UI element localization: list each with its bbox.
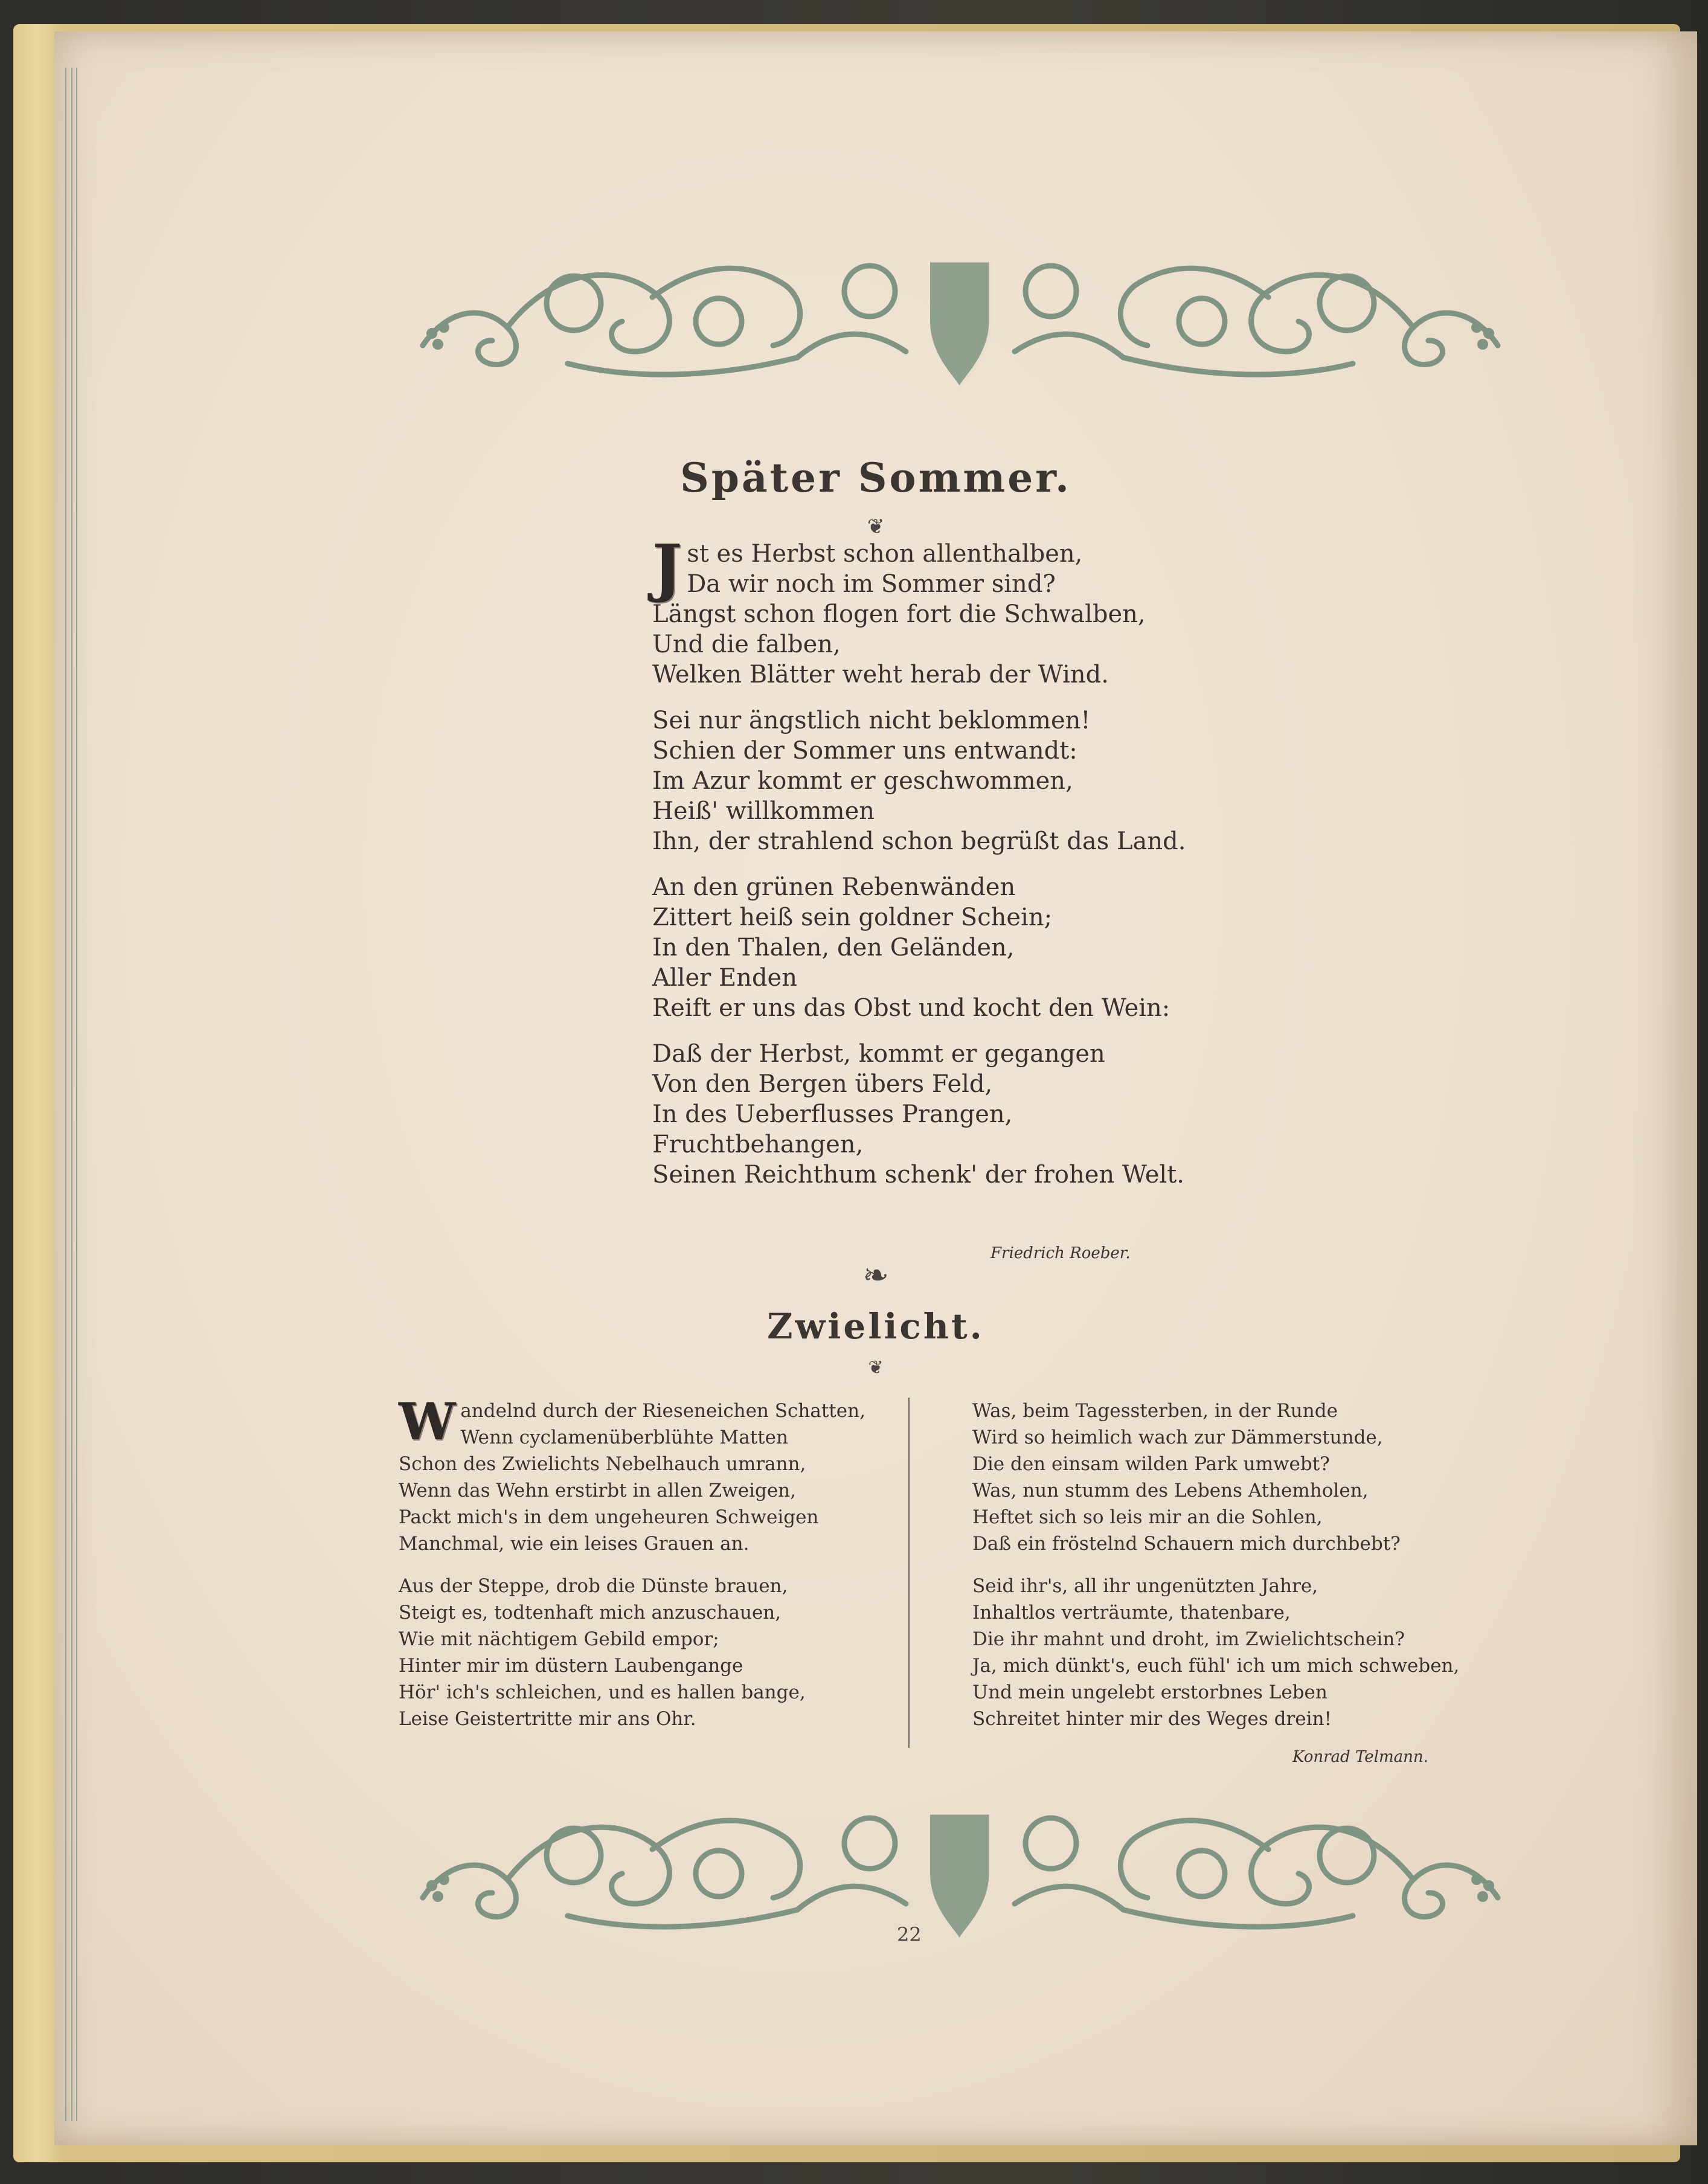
poem-line: Ja, mich dünkt's, euch fühl' ich um mich schweben, [972,1655,1460,1677]
poem-line: Die den einsam wilden Park umwebt? [972,1453,1330,1475]
poem-line: Inhaltlos verträumte, thatenbare, [972,1602,1291,1624]
poem-title-spaeter-sommer: Später Sommer. [680,454,1071,501]
poem-line: Und mein ungelebt erstorbnes Leben [972,1681,1328,1703]
stanza [972,1573,1459,1732]
title-ornament-icon: ❦ [868,1357,884,1378]
poem-line: Zittert heiß sein goldner Schein; [652,904,1053,931]
poem-line: Was, beim Tagessterben, in der Runde [972,1400,1338,1422]
poem-line: Fruchtbehangen, [652,1131,864,1158]
stanza [972,1398,1459,1557]
poem-line: Daß ein fröstelnd Schauern mich durchbebt? [972,1533,1401,1555]
book-page [54,31,1697,2145]
poem-line: Aus der Steppe, drob die Dünste brauen, [399,1575,788,1597]
poem-line: Im Azur kommt er geschwommen, [652,767,1073,795]
poem-line: Die ihr mahnt und droht, im Zwielichtschein? [972,1628,1405,1650]
poem-line: Hör' ich's schleichen, und es hallen bange, [399,1681,806,1703]
poem-title-zwielicht: Zwielicht. [767,1306,984,1347]
poem-line: Sei nur ängstlich nicht beklommen! [652,707,1091,734]
bottom-ornament-border [411,1789,1510,1946]
poem-line: Ihn, der strahlend schon begrüßt das Land. [652,827,1186,855]
poem-column-left [399,1392,865,1748]
drop-cap: W [399,1392,456,1451]
poem-line: Schien der Sommer uns entwandt: [652,737,1077,765]
poem-line: Und die falben, [652,631,841,658]
poem-line: An den grünen Rebenwänden [652,873,1016,901]
poem-line: Seid ihr's, all ihr ungenützten Jahre, [972,1575,1318,1597]
poem-line: Da wir noch im Sommer sind? [687,570,1056,598]
poem-line: st es Herbst schon allenthalben, [687,540,1083,568]
section-divider-icon: ❧ [862,1257,889,1294]
poem-line: Wenn das Wehn erstirbt in allen Zweigen, [399,1480,796,1502]
poem-line: Heftet sich so leis mir an die Sohlen, [972,1506,1323,1528]
poem-line: Wenn cyclamenüberblühte Matten [460,1427,788,1448]
poem-line: Packt mich's in dem ungeheuren Schweigen [399,1506,819,1528]
poem-line: Aller Enden [652,964,797,992]
stanza [652,530,1186,690]
poem-line: Heiß' willkommen [652,797,875,825]
poem-line: Reift er uns das Obst und kocht den Wein: [652,994,1170,1022]
top-ornament-border [411,237,1510,394]
column-divider [908,1398,910,1748]
poem-line: Wie mit nächtigem Gebild empor; [399,1628,719,1650]
poem-line: Schon des Zwielichts Nebelhauch umrann, [399,1453,806,1475]
stanza [652,872,1186,1023]
poem-author: Friedrich Roeber. [990,1244,1131,1262]
stanza [399,1573,818,1732]
poem-line: Schreitet hinter mir des Weges drein! [972,1708,1332,1730]
page-number: 22 [897,1923,922,1946]
page-edge-line [71,68,72,2121]
poem-line: Von den Bergen übers Feld, [652,1070,993,1098]
stanza [399,1392,865,1557]
poem-body-spaeter-sommer [652,530,1186,1206]
poem-line: Seinen Reichthum schenk' der frohen Welt. [652,1161,1184,1189]
poem-line: Was, nun stumm des Lebens Athemholen, [972,1480,1369,1502]
poem-column-right [972,1398,1459,1748]
drop-cap: J [652,530,682,605]
page-edge-line [76,68,77,2121]
poem-line: Wird so heimlich wach zur Dämmerstunde, [972,1427,1383,1448]
poem-line: In den Thalen, den Geländen, [652,934,1015,962]
page-edge-line [65,68,66,2121]
poem-line: Steigt es, todtenhaft mich anzuschauen, [399,1602,782,1624]
poem-line: Daß der Herbst, kommt er gegangen [652,1040,1105,1068]
poem-line: Welken Blätter weht herab der Wind. [652,661,1109,689]
poem-author: Konrad Telmann. [1292,1748,1428,1766]
poem-line: andelnd durch der Rieseneichen Schatten, [460,1400,865,1422]
poem-line: In des Ueberflusses Prangen, [652,1100,1013,1128]
stanza [652,705,1186,856]
poem-line: Längst schon flogen fort die Schwalben, [652,600,1146,628]
stanza [652,1039,1186,1190]
poem-line: Leise Geistertritte mir ans Ohr. [399,1708,696,1730]
poem-line: Hinter mir im düstern Laubengange [399,1655,743,1677]
poem-line: Manchmal, wie ein leises Grauen an. [399,1533,750,1555]
title-ornament-icon: ❦ [867,515,885,539]
